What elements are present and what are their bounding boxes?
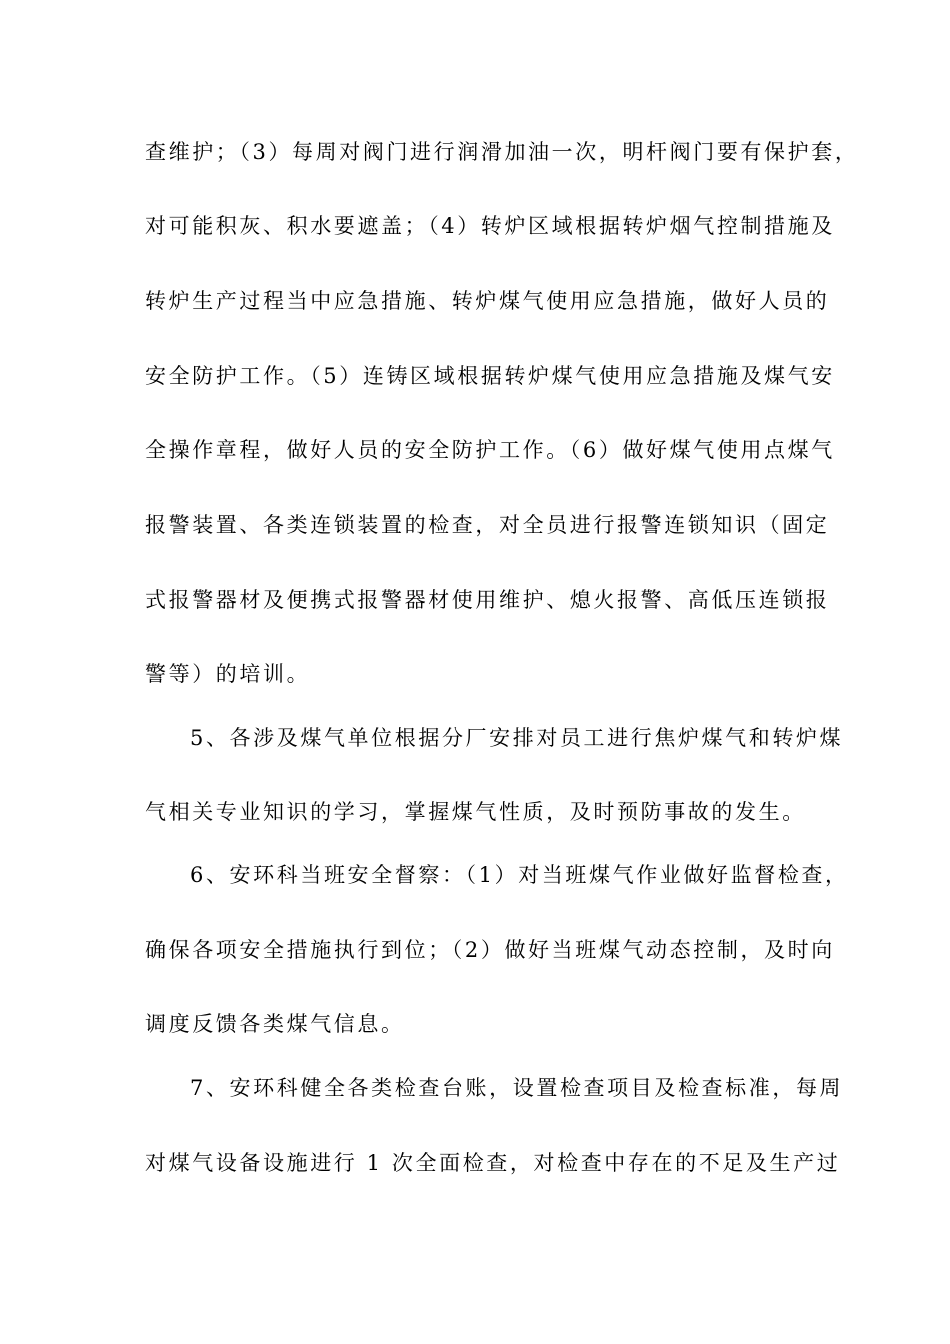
text-line: 对可能积灰、积水要遮盖；（4）转炉区域根据转炉烟气控制措施及 [145, 214, 835, 238]
text-line: 确保各项安全措施执行到位；（2）做好当班煤气动态控制，及时向 [145, 938, 835, 962]
text-line: 对煤气设备设施进行 1 次全面检查，对检查中存在的不足及生产过 [145, 1151, 841, 1175]
text-line: 全操作章程，做好人员的安全防护工作。（6）做好煤气使用点煤气 [145, 438, 835, 462]
text-line: 调度反馈各类煤气信息。 [145, 1012, 405, 1036]
paragraph-5-start: 5、各涉及煤气单位根据分厂安排对员工进行焦炉煤气和转炉煤 [190, 726, 844, 750]
text-line: 查维护；（3）每周对阀门进行润滑加油一次，明杆阀门要有保护套， [145, 140, 859, 164]
text-line: 式报警器材及便携式报警器材使用维护、熄火报警、高低压连锁报 [145, 588, 830, 612]
paragraph-7-start: 7、安环科健全各类检查台账，设置检查项目及检查标准，每周 [190, 1076, 844, 1100]
paragraph-6-start: 6、安环科当班安全督察：（1）对当班煤气作业做好监督检查， [190, 863, 849, 887]
text-line: 转炉生产过程当中应急措施、转炉煤气使用应急措施，做好人员的 [145, 289, 830, 313]
text-line: 安全防护工作。（5）连铸区域根据转炉煤气使用应急措施及煤气安 [145, 364, 835, 388]
text-line: 气相关专业知识的学习，掌握煤气性质，及时预防事故的发生。 [145, 800, 806, 824]
text-line: 报警装置、各类连锁装置的检查，对全员进行报警连锁知识（固定 [145, 513, 830, 537]
text-line: 警等）的培训。 [145, 662, 311, 686]
